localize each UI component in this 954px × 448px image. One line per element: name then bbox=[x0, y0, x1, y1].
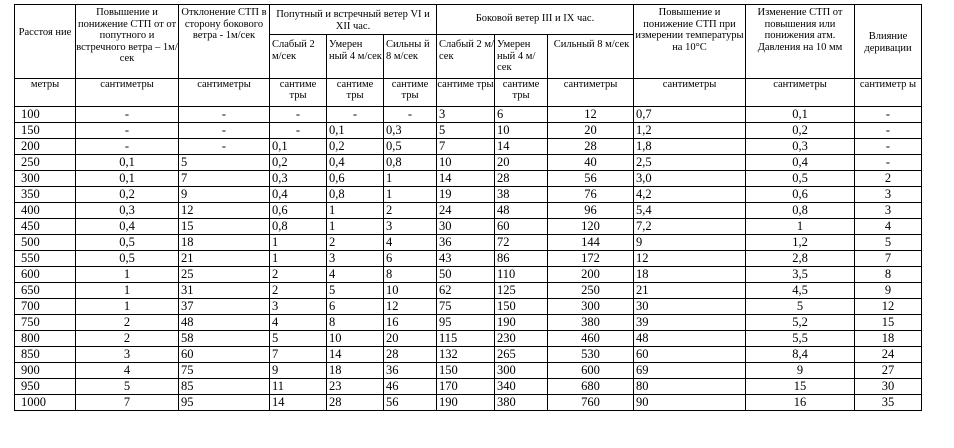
distance-cell: 200 bbox=[15, 139, 76, 155]
value-cell: - bbox=[855, 139, 922, 155]
distance-cell: 250 bbox=[15, 155, 76, 171]
value-cell: 5 bbox=[270, 331, 327, 347]
value-cell: 0,1 bbox=[746, 107, 855, 123]
value-cell: 2 bbox=[327, 235, 384, 251]
value-cell: 1 bbox=[327, 219, 384, 235]
distance-cell: 500 bbox=[15, 235, 76, 251]
value-cell: 170 bbox=[437, 379, 495, 395]
value-cell: 18 bbox=[634, 267, 746, 283]
value-cell: 36 bbox=[384, 363, 437, 379]
value-cell: 12 bbox=[179, 203, 270, 219]
header-pressure: Изменение СТП от повышения или понижения атм. Давления на 10 мм bbox=[746, 5, 855, 79]
value-cell: 0,1 bbox=[76, 155, 179, 171]
value-cell: 35 bbox=[855, 395, 922, 411]
table-row bbox=[15, 251, 922, 267]
value-cell: 680 bbox=[548, 379, 634, 395]
value-cell: 36 bbox=[437, 235, 495, 251]
distance-cell: 700 bbox=[15, 299, 76, 315]
value-cell: 14 bbox=[327, 347, 384, 363]
table-row bbox=[15, 107, 922, 123]
value-cell: 125 bbox=[495, 283, 548, 299]
header-distance: Расстоя ние bbox=[15, 5, 76, 79]
header-side-weak: Слабый 2 м/сек bbox=[437, 35, 495, 79]
table-row bbox=[15, 299, 922, 315]
header-side-moderate: Умерен ный 4 м/сек bbox=[495, 35, 548, 79]
value-cell: 10 bbox=[384, 283, 437, 299]
header-side-strong: Сильный 8 м/сек bbox=[548, 35, 634, 79]
value-cell: 9 bbox=[270, 363, 327, 379]
table-row bbox=[15, 203, 922, 219]
value-cell: - bbox=[327, 107, 384, 123]
distance-cell: 850 bbox=[15, 347, 76, 363]
value-cell: 60 bbox=[495, 219, 548, 235]
value-cell: 48 bbox=[179, 315, 270, 331]
header-side-group: Боковой ветер III и IX час. bbox=[437, 5, 634, 35]
value-cell: 265 bbox=[495, 347, 548, 363]
value-cell: 2,8 bbox=[746, 251, 855, 267]
value-cell: 69 bbox=[634, 363, 746, 379]
value-cell: 9 bbox=[746, 363, 855, 379]
value-cell: 4 bbox=[384, 235, 437, 251]
unit-cell: метры bbox=[15, 79, 76, 107]
value-cell: 5 bbox=[327, 283, 384, 299]
header-tailhead-moderate: Умерен ный 4 м/сек bbox=[327, 35, 384, 79]
unit-cell: сантиме тры bbox=[327, 79, 384, 107]
distance-cell: 550 bbox=[15, 251, 76, 267]
value-cell: - bbox=[76, 139, 179, 155]
value-cell: 7 bbox=[76, 395, 179, 411]
value-cell: 1 bbox=[384, 171, 437, 187]
value-cell: 0,7 bbox=[634, 107, 746, 123]
value-cell: 11 bbox=[270, 379, 327, 395]
value-cell: 16 bbox=[746, 395, 855, 411]
value-cell: 3 bbox=[76, 347, 179, 363]
value-cell: 8 bbox=[855, 267, 922, 283]
value-cell: 7 bbox=[855, 251, 922, 267]
value-cell: 95 bbox=[179, 395, 270, 411]
value-cell: 0,8 bbox=[384, 155, 437, 171]
value-cell: 0,6 bbox=[746, 187, 855, 203]
value-cell: 0,8 bbox=[270, 219, 327, 235]
value-cell: 2 bbox=[270, 283, 327, 299]
value-cell: 150 bbox=[495, 299, 548, 315]
value-cell: 6 bbox=[495, 107, 548, 123]
value-cell: 150 bbox=[437, 363, 495, 379]
value-cell: 20 bbox=[495, 155, 548, 171]
value-cell: 56 bbox=[548, 171, 634, 187]
value-cell: 6 bbox=[384, 251, 437, 267]
value-cell: 50 bbox=[437, 267, 495, 283]
distance-cell: 150 bbox=[15, 123, 76, 139]
value-cell: 9 bbox=[855, 283, 922, 299]
value-cell: 28 bbox=[327, 395, 384, 411]
header-tailhead-strong: Сильны й 8 м/сек bbox=[384, 35, 437, 79]
value-cell: 460 bbox=[548, 331, 634, 347]
value-cell: 380 bbox=[495, 395, 548, 411]
value-cell: 14 bbox=[437, 171, 495, 187]
value-cell: 10 bbox=[437, 155, 495, 171]
value-cell: 4 bbox=[327, 267, 384, 283]
value-cell: 43 bbox=[437, 251, 495, 267]
table-row bbox=[15, 267, 922, 283]
unit-cell: сантиме тры bbox=[270, 79, 327, 107]
value-cell: 16 bbox=[384, 315, 437, 331]
value-cell: 0,2 bbox=[327, 139, 384, 155]
value-cell: 190 bbox=[437, 395, 495, 411]
value-cell: 15 bbox=[855, 315, 922, 331]
unit-cell: сантиметры bbox=[179, 79, 270, 107]
value-cell: 380 bbox=[548, 315, 634, 331]
value-cell: 12 bbox=[548, 107, 634, 123]
table-row bbox=[15, 219, 922, 235]
distance-cell: 350 bbox=[15, 187, 76, 203]
value-cell: 60 bbox=[634, 347, 746, 363]
value-cell: 1 bbox=[384, 187, 437, 203]
distance-cell: 300 bbox=[15, 171, 76, 187]
unit-cell: сантиметры bbox=[548, 79, 634, 107]
table-row bbox=[15, 139, 922, 155]
unit-cell: сантиметры bbox=[746, 79, 855, 107]
value-cell: 0,3 bbox=[76, 203, 179, 219]
value-cell: 12 bbox=[634, 251, 746, 267]
value-cell: 5,2 bbox=[746, 315, 855, 331]
value-cell: 28 bbox=[495, 171, 548, 187]
distance-cell: 950 bbox=[15, 379, 76, 395]
value-cell: 1 bbox=[76, 299, 179, 315]
value-cell: 12 bbox=[384, 299, 437, 315]
value-cell: 3 bbox=[855, 187, 922, 203]
value-cell: 0,2 bbox=[76, 187, 179, 203]
value-cell: 15 bbox=[179, 219, 270, 235]
value-cell: 2,5 bbox=[634, 155, 746, 171]
value-cell: 12 bbox=[855, 299, 922, 315]
unit-cell: сантиме тры bbox=[437, 79, 495, 107]
value-cell: 9 bbox=[179, 187, 270, 203]
value-cell: 60 bbox=[179, 347, 270, 363]
value-cell: 0,5 bbox=[746, 171, 855, 187]
value-cell: 0,6 bbox=[327, 171, 384, 187]
value-cell: 0,4 bbox=[270, 187, 327, 203]
value-cell: - bbox=[179, 123, 270, 139]
table-row bbox=[15, 315, 922, 331]
value-cell: 0,5 bbox=[76, 235, 179, 251]
value-cell: 250 bbox=[548, 283, 634, 299]
correction-table bbox=[14, 4, 922, 411]
value-cell: 6 bbox=[327, 299, 384, 315]
value-cell: 760 bbox=[548, 395, 634, 411]
value-cell: 0,8 bbox=[327, 187, 384, 203]
value-cell: 48 bbox=[495, 203, 548, 219]
value-cell: - bbox=[855, 155, 922, 171]
value-cell: 30 bbox=[437, 219, 495, 235]
header-derivation: Влияние деривации bbox=[855, 5, 922, 79]
value-cell: 10 bbox=[327, 331, 384, 347]
value-cell: 18 bbox=[327, 363, 384, 379]
value-cell: 30 bbox=[634, 299, 746, 315]
value-cell: 0,3 bbox=[746, 139, 855, 155]
value-cell: 95 bbox=[437, 315, 495, 331]
value-cell: 5,5 bbox=[746, 331, 855, 347]
value-cell: 4 bbox=[270, 315, 327, 331]
value-cell: 0,4 bbox=[76, 219, 179, 235]
value-cell: 18 bbox=[855, 331, 922, 347]
distance-cell: 100 bbox=[15, 107, 76, 123]
value-cell: - bbox=[270, 123, 327, 139]
value-cell: 75 bbox=[179, 363, 270, 379]
value-cell: 1,8 bbox=[634, 139, 746, 155]
value-cell: 3 bbox=[437, 107, 495, 123]
value-cell: 5 bbox=[437, 123, 495, 139]
value-cell: 7 bbox=[179, 171, 270, 187]
unit-cell: сантиметры bbox=[76, 79, 179, 107]
table-row bbox=[15, 331, 922, 347]
value-cell: 8,4 bbox=[746, 347, 855, 363]
value-cell: 18 bbox=[179, 235, 270, 251]
value-cell: 0,2 bbox=[746, 123, 855, 139]
table-row bbox=[15, 283, 922, 299]
value-cell: 0,5 bbox=[76, 251, 179, 267]
value-cell: 340 bbox=[495, 379, 548, 395]
header-tailhead-group: Попутный и встречный ветер VI и XII час. bbox=[270, 5, 437, 35]
table-row bbox=[15, 395, 922, 411]
value-cell: 62 bbox=[437, 283, 495, 299]
table-row bbox=[15, 379, 922, 395]
value-cell: - bbox=[76, 123, 179, 139]
value-cell: 132 bbox=[437, 347, 495, 363]
value-cell: 14 bbox=[270, 395, 327, 411]
unit-cell: сантиметр ы bbox=[855, 79, 922, 107]
value-cell: 0,5 bbox=[384, 139, 437, 155]
value-cell: 39 bbox=[634, 315, 746, 331]
value-cell: 5 bbox=[76, 379, 179, 395]
distance-cell: 800 bbox=[15, 331, 76, 347]
value-cell: 7,2 bbox=[634, 219, 746, 235]
value-cell: 58 bbox=[179, 331, 270, 347]
value-cell: 144 bbox=[548, 235, 634, 251]
value-cell: - bbox=[179, 107, 270, 123]
value-cell: 90 bbox=[634, 395, 746, 411]
value-cell: 600 bbox=[548, 363, 634, 379]
value-cell: 2 bbox=[76, 331, 179, 347]
distance-cell: 650 bbox=[15, 283, 76, 299]
value-cell: 96 bbox=[548, 203, 634, 219]
value-cell: 1,2 bbox=[746, 235, 855, 251]
value-cell: 48 bbox=[634, 331, 746, 347]
value-cell: 5,4 bbox=[634, 203, 746, 219]
value-cell: 24 bbox=[855, 347, 922, 363]
value-cell: 3 bbox=[384, 219, 437, 235]
value-cell: 3 bbox=[327, 251, 384, 267]
value-cell: 31 bbox=[179, 283, 270, 299]
value-cell: 190 bbox=[495, 315, 548, 331]
table-row bbox=[15, 155, 922, 171]
value-cell: 46 bbox=[384, 379, 437, 395]
value-cell: 110 bbox=[495, 267, 548, 283]
value-cell: 15 bbox=[746, 379, 855, 395]
table-row bbox=[15, 187, 922, 203]
value-cell: 38 bbox=[495, 187, 548, 203]
value-cell: 24 bbox=[437, 203, 495, 219]
value-cell: 10 bbox=[495, 123, 548, 139]
value-cell: 1 bbox=[327, 203, 384, 219]
value-cell: 40 bbox=[548, 155, 634, 171]
value-cell: 0,3 bbox=[384, 123, 437, 139]
unit-cell: сантиметры bbox=[634, 79, 746, 107]
value-cell: 0,1 bbox=[270, 139, 327, 155]
value-cell: 28 bbox=[384, 347, 437, 363]
table-row bbox=[15, 363, 922, 379]
value-cell: 21 bbox=[634, 283, 746, 299]
distance-cell: 750 bbox=[15, 315, 76, 331]
distance-cell: 900 bbox=[15, 363, 76, 379]
unit-cell: сантиме тры bbox=[495, 79, 548, 107]
value-cell: 1 bbox=[270, 235, 327, 251]
value-cell: 28 bbox=[548, 139, 634, 155]
unit-cell: сантиме тры bbox=[384, 79, 437, 107]
value-cell: - bbox=[855, 107, 922, 123]
value-cell: 5 bbox=[746, 299, 855, 315]
value-cell: 23 bbox=[327, 379, 384, 395]
value-cell: 300 bbox=[495, 363, 548, 379]
value-cell: 0,6 bbox=[270, 203, 327, 219]
value-cell: 9 bbox=[634, 235, 746, 251]
value-cell: 1 bbox=[746, 219, 855, 235]
value-cell: 2 bbox=[270, 267, 327, 283]
value-cell: 4 bbox=[76, 363, 179, 379]
value-cell: 3 bbox=[270, 299, 327, 315]
value-cell: 4 bbox=[855, 219, 922, 235]
value-cell: 8 bbox=[384, 267, 437, 283]
value-cell: 1,2 bbox=[634, 123, 746, 139]
value-cell: 2 bbox=[384, 203, 437, 219]
value-cell: 20 bbox=[384, 331, 437, 347]
distance-cell: 1000 bbox=[15, 395, 76, 411]
header-tailhead-weak: Слабый 2 м/сек bbox=[270, 35, 327, 79]
value-cell: 56 bbox=[384, 395, 437, 411]
value-cell: 7 bbox=[270, 347, 327, 363]
table-row bbox=[15, 171, 922, 187]
distance-cell: 600 bbox=[15, 267, 76, 283]
value-cell: 0,4 bbox=[327, 155, 384, 171]
value-cell: 4,2 bbox=[634, 187, 746, 203]
value-cell: - bbox=[76, 107, 179, 123]
value-cell: 25 bbox=[179, 267, 270, 283]
value-cell: 230 bbox=[495, 331, 548, 347]
value-cell: 0,2 bbox=[270, 155, 327, 171]
value-cell: 300 bbox=[548, 299, 634, 315]
value-cell: 3,5 bbox=[746, 267, 855, 283]
value-cell: 0,8 bbox=[746, 203, 855, 219]
value-cell: 5 bbox=[855, 235, 922, 251]
value-cell: - bbox=[179, 139, 270, 155]
value-cell: 4,5 bbox=[746, 283, 855, 299]
value-cell: 5 bbox=[179, 155, 270, 171]
value-cell: 76 bbox=[548, 187, 634, 203]
header-crosswind: Отклонение СТП в сторону бокового ветра - 1м/сек bbox=[179, 5, 270, 79]
value-cell: 37 bbox=[179, 299, 270, 315]
value-cell: 1 bbox=[270, 251, 327, 267]
value-cell: 20 bbox=[548, 123, 634, 139]
value-cell: 30 bbox=[855, 379, 922, 395]
value-cell: 0,3 bbox=[270, 171, 327, 187]
value-cell: 27 bbox=[855, 363, 922, 379]
value-cell: 75 bbox=[437, 299, 495, 315]
value-cell: 0,1 bbox=[327, 123, 384, 139]
value-cell: - bbox=[270, 107, 327, 123]
distance-cell: 450 bbox=[15, 219, 76, 235]
value-cell: - bbox=[384, 107, 437, 123]
header-headwind: Повышение и понижение СТП от от попутного и встречного ветра – 1м/сек bbox=[76, 5, 179, 79]
value-cell: 85 bbox=[179, 379, 270, 395]
value-cell: 21 bbox=[179, 251, 270, 267]
distance-cell: 400 bbox=[15, 203, 76, 219]
value-cell: 8 bbox=[327, 315, 384, 331]
value-cell: 0,1 bbox=[76, 171, 179, 187]
value-cell: 172 bbox=[548, 251, 634, 267]
value-cell: 86 bbox=[495, 251, 548, 267]
value-cell: 72 bbox=[495, 235, 548, 251]
table-row bbox=[15, 235, 922, 251]
value-cell: 2 bbox=[855, 171, 922, 187]
value-cell: 7 bbox=[437, 139, 495, 155]
value-cell: - bbox=[855, 123, 922, 139]
value-cell: 14 bbox=[495, 139, 548, 155]
table-row bbox=[15, 123, 922, 139]
value-cell: 19 bbox=[437, 187, 495, 203]
table-row bbox=[15, 347, 922, 363]
value-cell: 200 bbox=[548, 267, 634, 283]
value-cell: 115 bbox=[437, 331, 495, 347]
value-cell: 3,0 bbox=[634, 171, 746, 187]
value-cell: 0,4 bbox=[746, 155, 855, 171]
value-cell: 530 bbox=[548, 347, 634, 363]
value-cell: 1 bbox=[76, 283, 179, 299]
value-cell: 120 bbox=[548, 219, 634, 235]
value-cell: 80 bbox=[634, 379, 746, 395]
value-cell: 3 bbox=[855, 203, 922, 219]
value-cell: 1 bbox=[76, 267, 179, 283]
value-cell: 2 bbox=[76, 315, 179, 331]
header-temperature: Повышение и понижение СТП при измерении температуры на 10°С bbox=[634, 5, 746, 79]
